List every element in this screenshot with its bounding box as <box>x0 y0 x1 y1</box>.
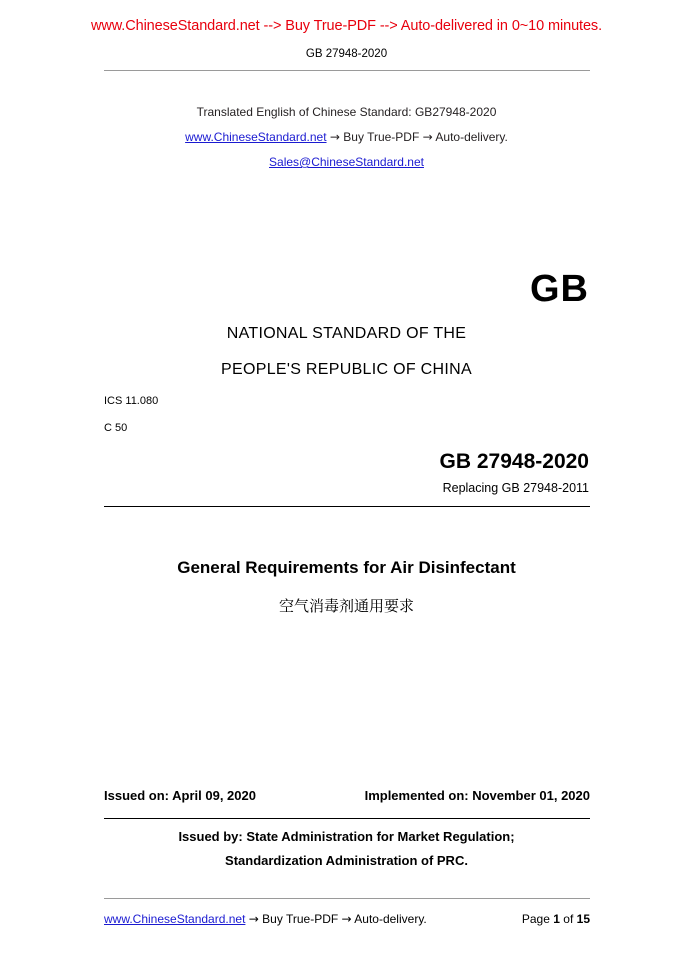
implemented-on-date: Implemented on: November 01, 2020 <box>364 788 590 803</box>
page-current: 1 <box>553 912 560 926</box>
ics-code: ICS 11.080 <box>104 395 159 407</box>
page-of: of <box>563 912 574 926</box>
intro-line-links <box>0 125 693 150</box>
standard-number: GB 27948-2020 <box>439 450 589 473</box>
buy-text-top: Buy True-PDF <box>343 130 420 144</box>
footer-divider <box>104 898 590 899</box>
delivery-text-footer: Auto-delivery. <box>354 912 427 926</box>
national-standard-line-1: NATIONAL STANDARD OF THE <box>226 325 467 342</box>
site-link-top[interactable]: www.ChineseStandard.net <box>185 130 327 144</box>
issued-by-line-1: Issued by: State Administration for Market Regulation; <box>178 829 515 844</box>
standard-title-chinese: 空气消毒剂通用要求 <box>278 597 414 615</box>
intro-line-translated: Translated English of Chinese Standard: GB27948-2020 <box>196 105 497 119</box>
issue-divider <box>104 818 590 819</box>
intro-line-email <box>0 150 693 175</box>
cover-divider <box>104 506 590 507</box>
footer-links <box>104 912 427 926</box>
issued-on-date: Issued on: April 09, 2020 <box>104 788 256 803</box>
document-id-header: GB 27948-2020 <box>305 48 388 60</box>
standard-title-english: General Requirements for Air Disinfectant <box>177 558 516 577</box>
ccs-code: C 50 <box>104 422 128 434</box>
promo-banner: www.ChineseStandard.net --> Buy True-PDF --> Auto-delivered in 0~10 minutes. <box>90 18 603 34</box>
site-link-footer[interactable]: www.ChineseStandard.net <box>104 912 246 926</box>
page-footer <box>104 912 590 926</box>
page-total: 15 <box>576 912 590 926</box>
arrow-icon-2: → <box>422 130 433 144</box>
national-standard-line-2: PEOPLE'S REPUBLIC OF CHINA <box>221 361 472 378</box>
intro-block <box>0 100 693 175</box>
replacing-standard: Replacing GB 27948-2011 <box>442 481 589 495</box>
arrow-icon-4: → <box>341 912 352 926</box>
issued-by-line-2: Standardization Administration of PRC. <box>225 853 468 868</box>
page-number <box>522 912 590 926</box>
delivery-text-top: Auto-delivery. <box>435 130 508 144</box>
arrow-icon-3: → <box>248 912 259 926</box>
page-label: Page <box>521 912 550 926</box>
gb-mark: GB <box>530 268 589 310</box>
sales-email-link[interactable]: Sales@ChineseStandard.net <box>269 155 424 169</box>
arrow-icon-1: → <box>329 130 340 144</box>
header-divider <box>104 70 590 71</box>
buy-text-footer: Buy True-PDF <box>262 912 339 926</box>
issue-dates <box>104 788 590 803</box>
